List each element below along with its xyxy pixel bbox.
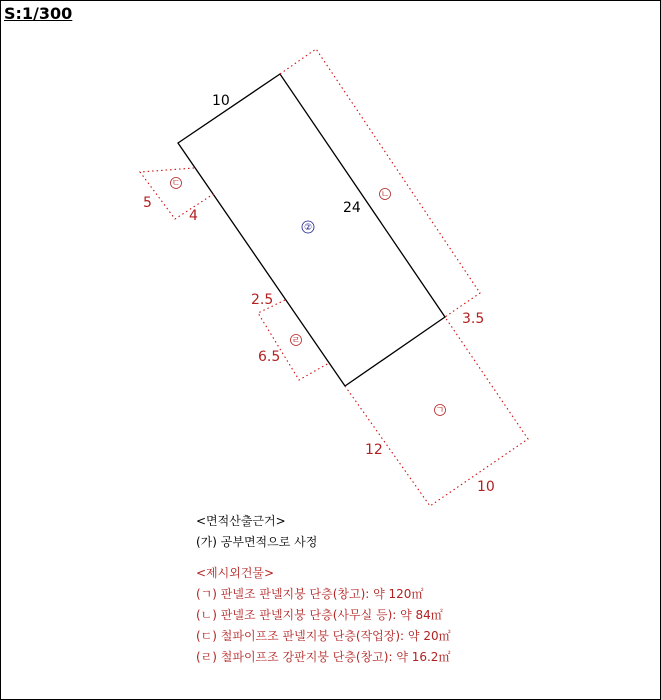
annex-g-mark: ㄱ — [435, 406, 445, 416]
dim-annex-r-top: 2.5 — [251, 292, 274, 308]
dim-annex-g-bottom: 10 — [477, 479, 495, 495]
calc-basis-title: <면적산출근거> — [196, 514, 286, 528]
extra-building-item: (ㄴ) 판넬조 판넬지붕 단층(사무실 등): 약 84㎡ — [196, 608, 443, 622]
dim-annex-n: 3.5 — [462, 311, 485, 327]
dim-main-top: 10 — [212, 93, 230, 109]
extra-buildings-title: <제시외건물> — [196, 566, 275, 580]
annex-d-mark: ㄷ — [171, 179, 181, 189]
annex-d-outline — [140, 168, 215, 219]
dim-annex-d-left: 5 — [143, 195, 152, 211]
annex-n-mark: ㄴ — [380, 190, 390, 200]
extra-building-item: (ㄷ) 철파이프조 판넬지붕 단층(작업장): 약 20㎡ — [196, 629, 451, 643]
dim-annex-g-side: 12 — [365, 442, 383, 458]
extra-building-item: (ㄹ) 철파이프조 강판지붕 단층(창고): 약 16.2㎡ — [196, 650, 451, 664]
annex-r-mark: ㄹ — [291, 336, 301, 346]
dim-main-long: 24 — [343, 200, 361, 216]
dim-annex-d-bottom: 4 — [189, 208, 198, 224]
legend-block — [196, 511, 451, 668]
main-building-marker-label: ② — [303, 223, 313, 233]
extra-building-item: (ㄱ) 판넬조 판넬지붕 단층(창고): 약 120㎡ — [196, 587, 424, 601]
scale-label: S:1/300 — [4, 4, 73, 23]
dim-annex-r-side: 6.5 — [258, 349, 281, 365]
calc-basis-item: (가) 공부면적으로 사정 — [196, 535, 318, 549]
annex-n-outline — [280, 49, 480, 317]
